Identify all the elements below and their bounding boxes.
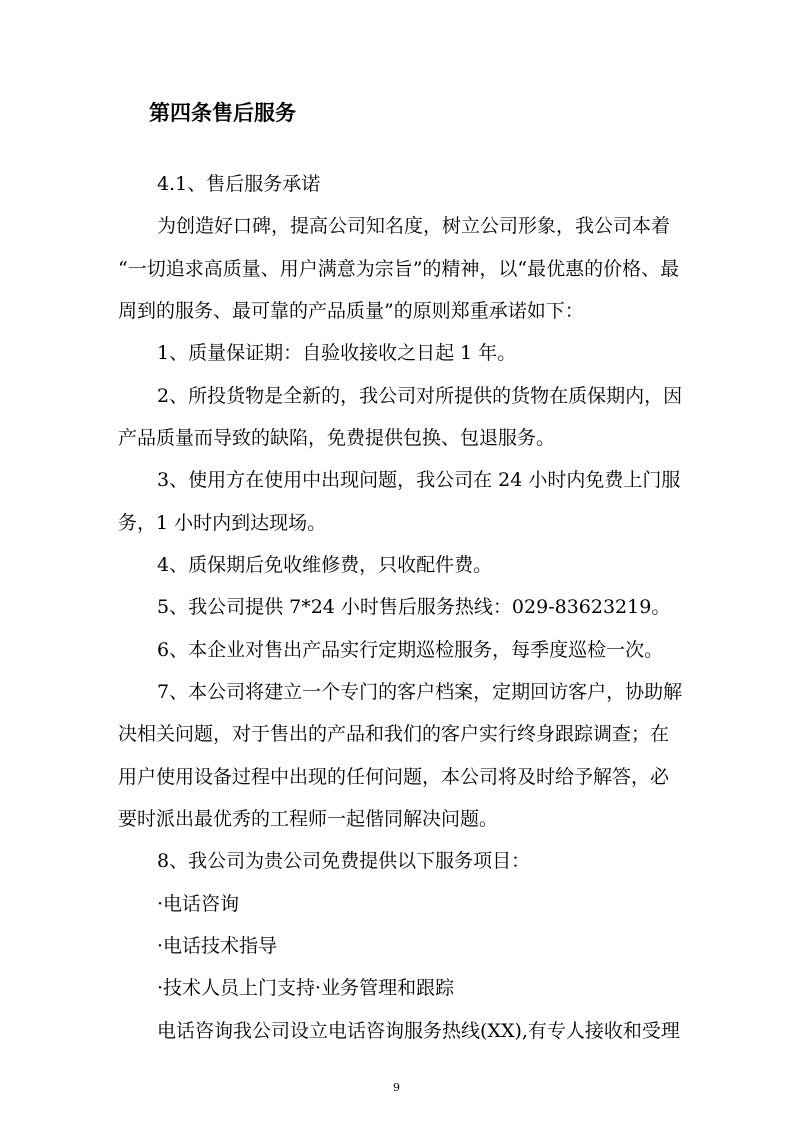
item-7-line-4: 要时派出最优秀的工程师一起偕同解决问题。 <box>118 808 499 830</box>
section-heading: 第四条售后服务 <box>149 101 296 125</box>
item-1: 1、质量保证期：自验收接收之日起 1 年。 <box>157 342 517 364</box>
item-7-line-3: 用户使用设备过程中出现的任何问题，本公司将及时给予解答，必 <box>118 766 670 788</box>
bullet-onsite-support: ·技术人员上门支持·业务管理和跟踪 <box>157 977 455 999</box>
item-3-line-2: 务，1 小时内到达现场。 <box>118 512 327 534</box>
page-number: 9 <box>393 1081 400 1094</box>
item-8: 8、我公司为贵公司免费提供以下服务项目： <box>157 850 531 872</box>
item-5: 5、我公司提供 7*24 小时售后服务热线：029-83623219。 <box>157 596 671 618</box>
subsection-heading: 4.1、售后服务承诺 <box>157 173 321 195</box>
item-2-line-2: 产品质量而导致的缺陷，免费提供包换、包退服务。 <box>118 427 556 449</box>
item-3-line-1: 3、使用方在使用中出现问题，我公司在 24 小时内免费上门服 <box>157 469 681 491</box>
item-7-line-1: 7、本公司将建立一个专门的客户档案，定期回访客户，协助解 <box>157 681 683 703</box>
item-7-line-2: 决相关问题，对于售出的产品和我们的客户实行终身跟踪调查；在 <box>118 723 670 745</box>
item-2-line-1: 2、所投货物是全新的，我公司对所提供的货物在质保期内，因 <box>157 385 683 407</box>
item-6: 6、本企业对售出产品实行定期巡检服务，每季度巡检一次。 <box>157 639 664 661</box>
intro-line-2: “一切追求高质量、用户满意为宗旨”的精神，以“最优惠的价格、最 <box>118 258 680 280</box>
item-4: 4、质保期后免收维修费，只收配件费。 <box>157 554 493 576</box>
intro-line-3: 周到的服务、最可靠的产品质量”的原则郑重承诺如下： <box>118 300 584 322</box>
closing-line: 电话咨询我公司设立电话咨询服务热线(XX),有专人接收和受理 <box>157 1020 680 1042</box>
bullet-phone-consult: ·电话咨询 <box>157 893 240 915</box>
intro-line-1: 为创造好口碑，提高公司知名度，树立公司形象，我公司本着 <box>157 215 671 237</box>
bullet-phone-tech-guide: ·电话技术指导 <box>157 935 278 957</box>
